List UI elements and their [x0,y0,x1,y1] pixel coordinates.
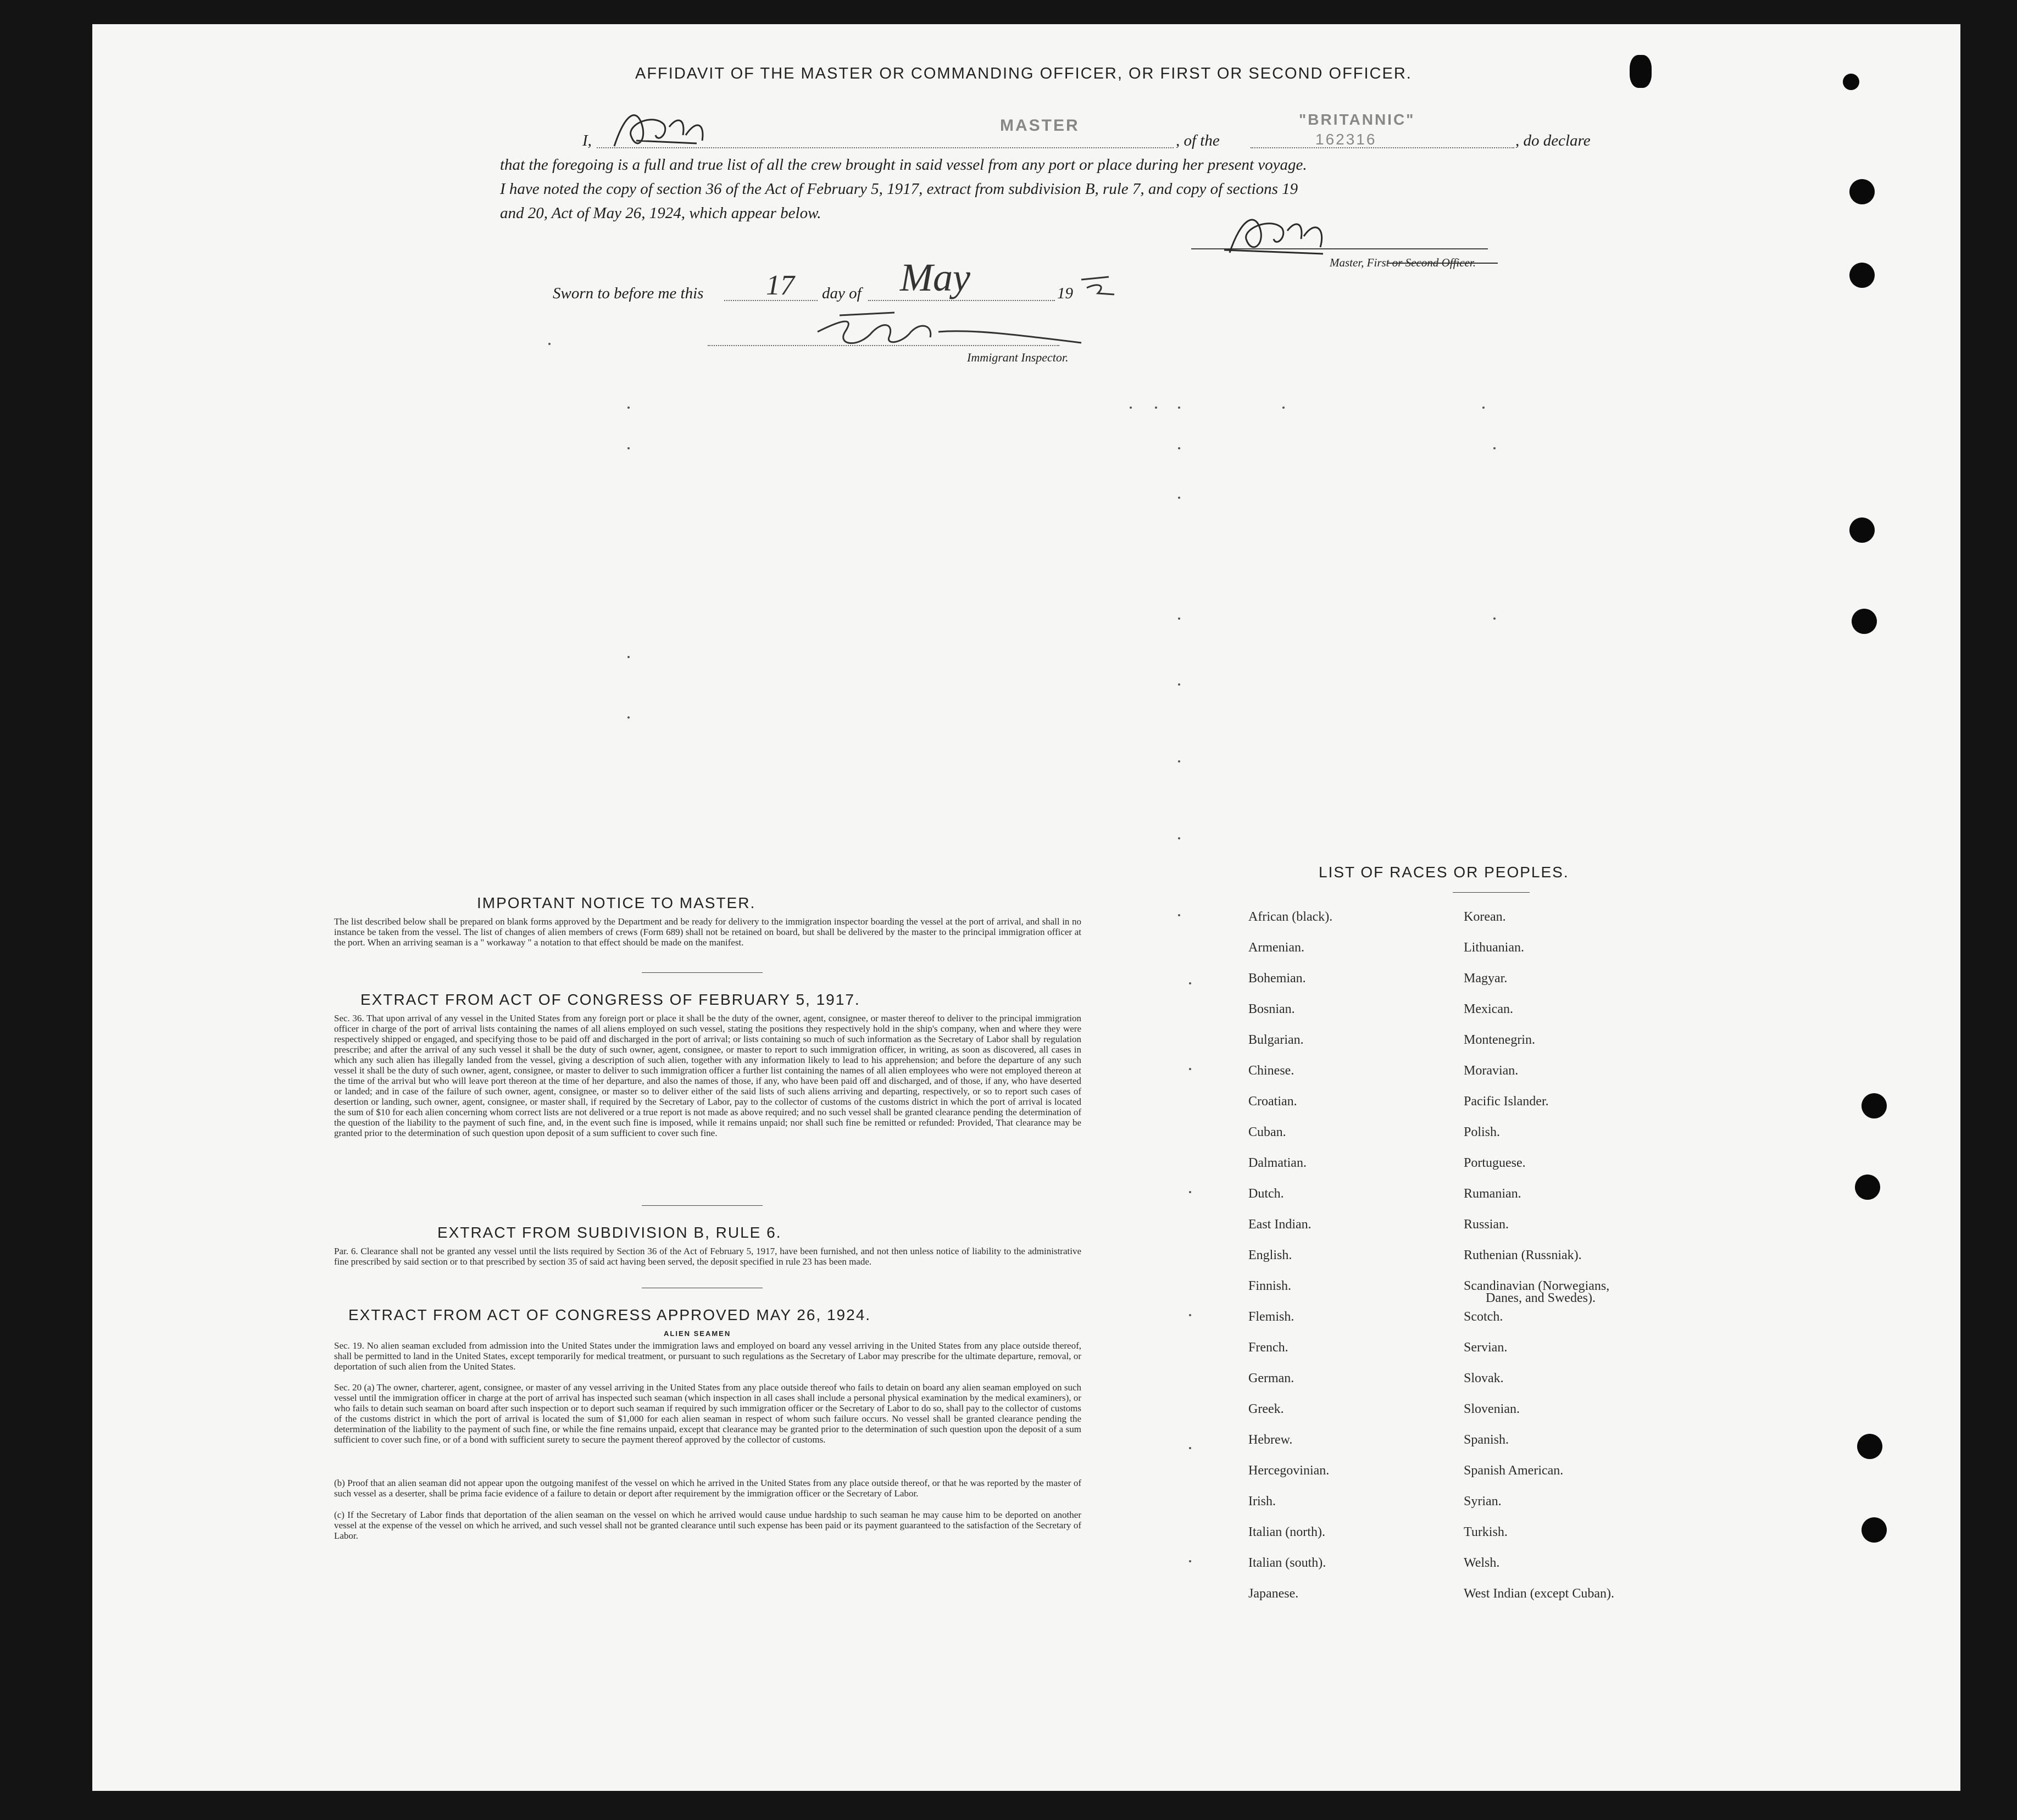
notice-divider [642,972,763,973]
race-item: Montenegrin. [1464,1033,1535,1047]
inspector-caption: Immigrant Inspector. [967,350,1069,364]
race-item: Chinese. [1248,1064,1294,1078]
year-prefix: 19 [1057,285,1073,302]
race-item: Dalmatian. [1248,1156,1307,1170]
race-item: Turkish. [1464,1525,1508,1539]
race-item: Russian. [1464,1217,1509,1232]
document-page [92,24,1960,1791]
extract-1924-sec19: Sec. 19. No alien seaman excluded from admission into the United States under the immigration laws and employed on board any vessel arriving in the United States from any place outside thereof, shall be permitted to land in the United States, except temporarily for medical treatment, or pursuant to such regulations as the Secretary of Labor may prescribe for the ultimate departure, removal, or deportation of such alien from the United States. [334,1340,1081,1372]
extract-rule6-text: Par. 6. Clearance shall not be granted any vessel until the lists required by Section 36 of the Act of February 5, 1917, have been furnished, and not then unless notice of liability to the administrative fine prescribed by said section or to that prescribed by section 35 of said act having been served, the deposit specified in rule 23 has been made. [334,1246,1081,1267]
master-signature [603,102,735,157]
race-item: Bohemian. [1248,971,1306,986]
race-item: Irish. [1248,1494,1276,1509]
binder-hole [1849,517,1875,543]
extract-1917-text: Sec. 36. That upon arrival of any vessel in the United States from any foreign port or place it shall be the duty of the owner, agent, consignee, or master thereof to deliver to the principal immigration officer in charge of the port of arrival lists containing the names of all aliens employed on such vessel, stating the positions they respectively hold in the ship's company, when and where they were respectively shipped or engaged, and specifying those to be paid off and discharged in the port of arrival; or lists containing so much of such information as the Secretary of Labor shall by regulation prescribe; and after the arrival of any such vessel it shall be the duty of such owner, agent, consignee, or master to report to such immigration officer, in writing, as soon as discovered, all cases in which any such alien has illegally landed from the vessel, giving a description of such alien, together with any information likely to lead to his apprehension; and before the departure of any such vessel it shall be the duty of such owner, agent, consignee, or master to deliver to such immigration officer a further list containing the names of all alien employees who were not employed thereon at the time of the arrival but who will leave port thereon at the time of her departure, and also the names of those, if any, who have been paid off and discharged, and of those, if any, who have deserted or landed; and in case of the failure of such owner, agent, consignee, or master so to deliver either of the said lists of such aliens arriving and departing, respectively, or so to report such cases of desertion or landing, such owner, agent, consignee, or master shall, if required by the Secretary of Labor, pay to the collector of customs of the customs district in which the port of arrival is located the sum of $10 for each alien concerning whom correct lists are not delivered or a true report is not made as above required; and no such vessel shall be granted clearance pending the determination of the question of the liability to the payment of such fine, and, in the event such fine is imposed, while it remains unpaid; nor shall such fine be remitted or refunded: Provided, That clearance may be granted prior to the determination of such question upon deposit of a sum sufficient to cover such fine. [334,1013,1081,1138]
affidavit-body-line-1: that the foregoing is a full and true list of all the crew brought in said vessel from any port or place during her present voyage. [500,156,1307,174]
day-of-label: day of [822,285,862,302]
affidavit-i-label: I, [582,132,592,149]
race-item: Polish. [1464,1125,1501,1139]
races-divider [1453,892,1530,893]
notice-text: The list described below shall be prepared on blank forms approved by the Department and be ready for delivery to the immigration inspector boarding the vessel at the port of arrival, and shall in no instance be taken from the vessel. The list of changes of alien members of crews (Form 689) shall not be retained on board, but shall be delivered by the master to the principal immigration officer at the port. When an arriving seaman is a " workaway " a notation to that effect should be made on the manifest. [334,916,1081,948]
extract-1924-sec20c: (c) If the Secretary of Labor finds that deportation of the alien seaman on the vessel on which he arrived would cause undue hardship to such seaman he may cause him to be deported on another vessel at the expense of the vessel on which he arrived, and such vessel shall not be granted clearance until such expense has been paid or its payment guaranteed to the satisfaction of the Secretary of Labor. [334,1510,1081,1541]
race-item: Japanese. [1248,1587,1299,1601]
sworn-label: Sworn to before me this [553,285,704,302]
affidavit-do-declare: , do declare [1515,132,1591,149]
race-item: Moravian. [1464,1064,1519,1078]
race-item: African (black). [1248,910,1333,924]
race-item: Danes, and Swedes). [1486,1291,1596,1305]
race-item: Scandinavian (Norwegians, [1464,1279,1610,1293]
race-item: Rumanian. [1464,1187,1521,1201]
extract-1924-subtitle: ALIEN SEAMEN [664,1329,731,1338]
race-item: Bulgarian. [1248,1033,1304,1047]
race-item: West Indian (except Cuban). [1464,1587,1614,1601]
officer-signature [1213,203,1356,264]
race-item: Greek. [1248,1402,1284,1416]
race-item: Hercegovinian. [1248,1463,1330,1478]
officer-caption: Master, First or Second Officer. [1330,256,1476,269]
race-item: Magyar. [1464,971,1508,986]
race-item: Ruthenian (Russniak). [1464,1248,1582,1262]
stamp-vessel-number: 162316 [1315,131,1377,148]
races-title: LIST OF RACES OR PEOPLES. [1319,864,1569,881]
binder-hole [1862,1093,1887,1118]
race-item: Bosnian. [1248,1002,1295,1016]
race-item: Cuban. [1248,1125,1286,1139]
stamp-vessel-name: "BRITANNIC" [1299,111,1415,128]
extract-1924-title: EXTRACT FROM ACT OF CONGRESS APPROVED MAY 26, 1924. [348,1306,871,1323]
affidavit-title: AFFIDAVIT OF THE MASTER OR COMMANDING OFFICER, OR FIRST OR SECOND OFFICER. [635,65,1412,82]
race-item: Slovenian. [1464,1402,1520,1416]
race-item: Spanish American. [1464,1463,1564,1478]
binder-hole [1862,1517,1887,1543]
race-item: Slovak. [1464,1371,1504,1385]
race-item: Pacific Islander. [1464,1094,1549,1109]
binder-hole [1849,179,1875,204]
binder-hole [1852,609,1877,634]
race-item: German. [1248,1371,1294,1385]
extract-1917-divider [642,1205,763,1206]
race-item: Finnish. [1248,1279,1292,1293]
race-item: Spanish. [1464,1433,1509,1447]
race-item: French. [1248,1340,1288,1355]
binder-hole [1849,263,1875,288]
race-item: Mexican. [1464,1002,1513,1016]
binder-hole [1857,1434,1882,1459]
extract-1924-sec20a: Sec. 20 (a) The owner, charterer, agent, consignee, or master of any vessel arriving in the United States from any place outside thereof who fails to detain on board any alien seaman employed on such vessel until the immigration officer in charge at the port of arrival has inspected such seaman (which inspection in all cases shall include a personal physical examination by the medical examiners), or who fails to detain such seaman on board after such inspection or to deport such seaman if required by such immigration officer or the Secretary of Labor to do so, shall pay to the collector of customs of the customs district in which the port of arrival is located the sum of $1,000 for each alien seaman in respect of whom such failure occurs. No vessel shall be granted clearance pending the determination of the liability to the payment of such fine, or while the fine remains unpaid, except that clearance may be granted prior to the determination of such question upon the deposit of a sum sufficient to cover such fine, or of a bond with sufficient surety to secure the payment thereof approved by the collector of customs. [334,1382,1081,1445]
race-item: Hebrew. [1248,1433,1293,1447]
affidavit-of-the: , of the [1176,132,1220,149]
extract-1924-sec20b: (b) Proof that an alien seaman did not appear upon the outgoing manifest of the vessel on which he arrived in the United States from any place outside thereof, or that he was reported by the master of such vessel as a deserter, shall be prima facie evidence of a failure to detain or deport after requirement by the immigration officer or the Secretary of Labor. [334,1478,1081,1499]
vessel-field-line [1251,147,1514,148]
race-item: Italian (south). [1248,1556,1326,1570]
extract-rule6-title: EXTRACT FROM SUBDIVISION B, RULE 6. [437,1224,782,1241]
race-item: Servian. [1464,1340,1508,1355]
stamp-master: MASTER [1000,116,1080,135]
binder-hole-small [1843,74,1859,90]
officer-caption-strike [1388,263,1498,264]
race-item: Croatian. [1248,1094,1297,1109]
extract-1917-title: EXTRACT FROM ACT OF CONGRESS OF FEBRUARY 5, 1917. [360,991,860,1008]
sworn-day: 17 [766,270,794,301]
race-item: Syrian. [1464,1494,1502,1509]
race-item: East Indian. [1248,1217,1312,1232]
affidavit-body-line-2: I have noted the copy of section 36 of the Act of February 5, 1917, extract from subdivision B, rule 7, and copy of sections 19 [500,180,1298,198]
race-item: Armenian. [1248,940,1304,955]
race-item: Scotch. [1464,1310,1503,1324]
race-item: Lithuanian. [1464,940,1524,955]
race-item: English. [1248,1248,1292,1262]
race-item: Welsh. [1464,1556,1500,1570]
affidavit-body-line-3: and 20, Act of May 26, 1924, which appear below. [500,204,821,222]
sworn-month: May [900,255,970,299]
binder-hole [1855,1175,1880,1200]
notice-title: IMPORTANT NOTICE TO MASTER. [477,894,756,911]
race-item: Dutch. [1248,1187,1284,1201]
binder-hole-small [1630,55,1652,88]
race-item: Italian (north). [1248,1525,1325,1539]
race-item: Portuguese. [1464,1156,1526,1170]
race-item: Korean. [1464,910,1506,924]
race-item: Flemish. [1248,1310,1294,1324]
